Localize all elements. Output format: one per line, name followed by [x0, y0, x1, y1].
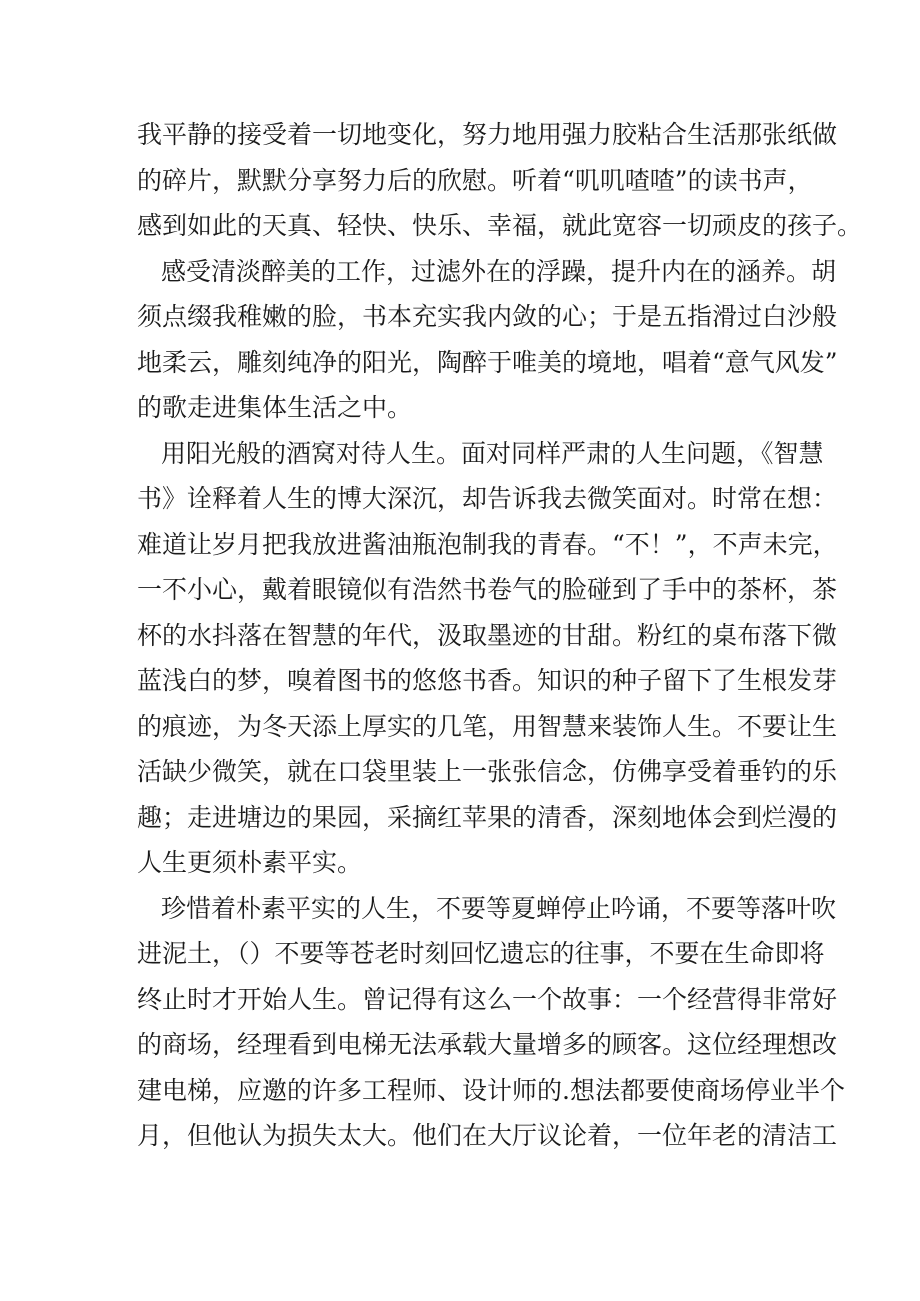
- text-line: 难道让岁月把我放进酱油瓶泡制我的青春。“不！”，不声未完，: [137, 529, 838, 559]
- text-line: 书》诠释着人生的博大深沉，却告诉我去微笑面对。时常在想：: [137, 484, 838, 513]
- text-line: 地柔云，雕刻纯净的阳光，陶醉于唯美的境地，唱着“意气风发”: [137, 347, 838, 377]
- paragraph-4: [137, 886, 845, 1159]
- text-line: 珍惜着朴素平实的人生，不要等夏蝉停止吟诵，不要等落叶吹: [161, 893, 837, 923]
- text-line: 趣；走进塘边的果园，采摘红苹果的清香，深刻地体会到烂漫的: [137, 802, 838, 832]
- text-line: 感到如此的天真、轻快、快乐、幸福，就此宽容一切顽皮的孩子。: [137, 211, 863, 240]
- text-line: 蓝浅白的梦，嗅着图书的悠悠书香。知识的种子留下了生根发芽: [137, 666, 838, 695]
- text-line: 的歌走进集体生活之中。: [137, 393, 413, 422]
- paragraph-2: [137, 249, 838, 431]
- text-line: 终止时才开始人生。曾记得有这么一个故事：一个经营得非常好: [137, 984, 838, 1014]
- text-line: 的碎片，默默分享努力后的欣慰。听着“叽叽喳喳”的读书声，: [137, 165, 813, 195]
- document-body: [137, 112, 863, 1159]
- text-line: 月，但他认为损失太大。他们在大厅议论着，一位年老的清洁工: [137, 1121, 838, 1150]
- text-line: 的痕迹，为冬天添上厚实的几笔，用智慧来装饰人生。不要让生: [137, 711, 838, 741]
- text-line: 进泥土，（）不要等苍老时刻回忆遗忘的往事，不要在生命即将: [137, 939, 825, 968]
- text-line: 感受清淡醉美的工作，过滤外在的浮躁，提升内在的涵养。胡: [161, 256, 837, 286]
- text-line: 的商场，经理看到电梯无法承载大量增多的顾客。这位经理想改: [137, 1030, 838, 1059]
- text-line: 须点缀我稚嫩的脸，书本充实我内敛的心；于是五指滑过白沙般: [137, 302, 838, 331]
- text-line: 人生更须朴素平实。: [137, 848, 363, 877]
- paragraph-3: [137, 431, 838, 886]
- text-line: 建电梯，应邀的许多工程师、设计师的.想法都要使商场停业半个: [137, 1075, 845, 1105]
- text-line: 一不小心，戴着眼镜似有浩然书卷气的脸碰到了手中的茶杯，茶: [137, 575, 838, 604]
- text-line: 用阳光般的酒窝对待人生。面对同样严肃的人生问题，《智慧: [161, 438, 824, 468]
- paragraph-1: [137, 112, 863, 249]
- text-line: 杯的水抖落在智慧的年代，汲取墨迹的甘甜。粉红的桌布落下微: [137, 620, 838, 650]
- text-line: 我平静的接受着一切地变化，努力地用强力胶粘合生活那张纸做: [137, 120, 838, 149]
- text-line: 活缺少微笑，就在口袋里装上一张张信念，仿佛享受着垂钓的乐: [137, 757, 838, 786]
